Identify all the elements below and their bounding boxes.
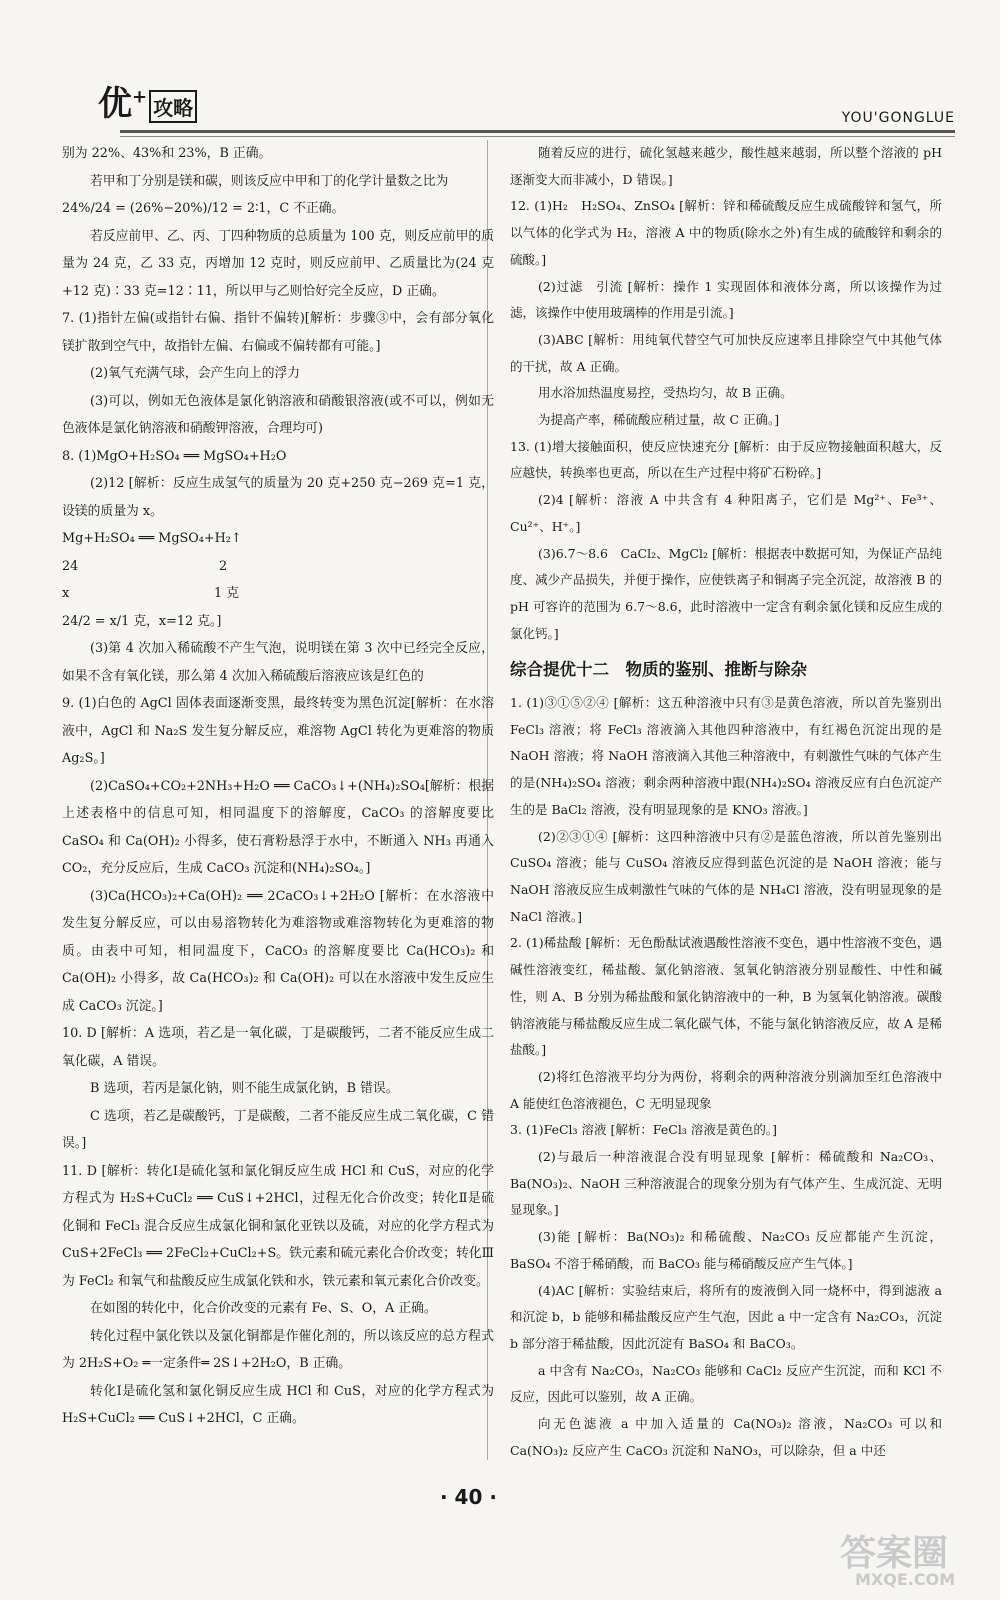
right-column (510, 140, 955, 1464)
text-line: 转化过程中氯化铁以及氯化铜都是作催化剂的，所以该反应的总方程式为 2H₂S+O₂ ═一定条件═ 2S↓+2H₂O，B 正确。 (62, 1328, 494, 1371)
brand-text: YOU'GONGLUE (841, 110, 955, 126)
answer-9-1: 9. (1)白色的 AgCl 固体表面逐渐变黑，最终转变为黑色沉淀[解析：在水溶液中，AgCl 和 Na₂S 发生复分解反应，难溶物 AgCl 转化为更难溶的物质 Ag₂S。] (62, 696, 494, 766)
answer-s3-2: (2)与最后一种溶液混合没有明显现象 [解析：稀硫酸和 Na₂CO₃、Ba(NO₃)₂、NaOH 三种溶液混合的现象分别为有气体产生、生成沉淀、无明显现象。] (510, 1149, 942, 1218)
answer-8-1: 8. (1)MgO+H₂SO₄ ══ MgSO₄+H₂O (62, 448, 287, 464)
logo-text: 优+ 攻略 (98, 76, 197, 125)
answer-12-2: (2)过滤 引流 [解析：操作 1 实现固体和液体分离，所以该操作为过滤，该操作中使用玻璃棒的作用是引流。] (510, 278, 942, 321)
answer-7-1: 7. (1)指针左偏(或指针右偏、指针不偏转)[解析：步骤③中，会有部分氧化镁扩散到空气中，故指针左偏、右偏或不偏转都有可能。] (62, 311, 494, 354)
answer-9-3: (3)Ca(HCO₃)₂+Ca(OH)₂ ══ 2CaCO₃↓+2H₂O [解析：在水溶液中发生复分解反应，可以由易溶物转化为难溶物或难溶物转化为更难溶的物质。由表中可知，相同温度下，CaCO₃ 的溶解度要比 Ca(HCO₃)₂ 和 Ca(OH)₂ 小得多，故 Ca(HCO₃)₂ 和 Ca(OH)₂ 可以在水溶液中发生反应生成 CaCO₃ 沉淀。] (62, 888, 494, 1014)
equation-line: Mg+H₂SO₄ ══ MgSO₄+H₂↑ (62, 531, 242, 546)
answer-7-3: (3)可以，例如无色液体是氯化钠溶液和硝酸银溶液(或不可以，例如无色液体是氯化钠溶液和硝酸钾溶液，合理均可) (62, 393, 494, 436)
section-heading: 综合提优十二 物质的鉴别、推断与除杂 (510, 660, 807, 680)
text-line: 若甲和丁分别是镁和碳，则该反应中甲和丁的化学计量数之比为 (90, 173, 449, 189)
text-line: a 中含有 Na₂CO₃，Na₂CO₃ 能够和 CaCl₂ 反应产生沉淀，而和 KCl 不反应，因此可以鉴别，故 A 正确。 (510, 1362, 942, 1405)
equation-line: 24/2 = x/1 克，x=12 克。] (62, 613, 222, 629)
left-column (62, 140, 494, 1433)
answer-12-1: 12. (1)H₂ H₂SO₄、ZnSO₄ [解析：锌和稀硫酸反应生成硫酸锌和氢气，所以气体的化学式为 H₂，溶液 A 中的物质(除水之外)有生成的硫酸锌和剩余的硫酸。] (510, 198, 942, 267)
header-rule (120, 130, 955, 133)
equation-line: 24 2 (62, 558, 228, 574)
text-line: 用水浴加热温度易控，受热均匀，故 B 正确。 (538, 385, 793, 401)
answer-12-3: (3)ABC [解析：用纯氧代替空气可加快反应速率且排除空气中其他气体的干扰，故 A 正确。 (510, 331, 942, 374)
text-line: 24%/24 = (26%−20%)/12 = 2∶1，C 不正确。 (62, 201, 345, 216)
answer-13-2: (2)4 [解析：溶液 A 中共含有 4 种阳离子，它们是 Mg²⁺、Fe³⁺、Cu²⁺、H⁺。] (510, 492, 942, 534)
answer-13-3: (3)6.7～8.6 CaCl₂、MgCl₂ [解析：根据表中数据可知，为保证产品纯度、减少产品损失，并便于操作，应使铁离子和铜离子完全沉淀，故溶液 B 的 pH 可容许的范围为 6.7～8.6，此时溶液中一定含有剩余氯化镁和反应生成的氯化钙。] (510, 545, 942, 641)
answer-s1-2: (2)②③①④ [解析：这四种溶液中只有②是蓝色溶液，所以首先鉴别出 CuSO₄ 溶液；能与 CuSO₄ 溶液反应得到蓝色沉淀的是 NaOH 溶液；能与 NaOH 溶液反应生成刺激性气味的气体的是 NH₄Cl 溶液，没有明显现象的是 NaCl 溶液。] (510, 828, 942, 924)
text-line: 向无色滤液 a 中加入适量的 Ca(NO₃)₂ 溶液，Na₂CO₃ 可以和 Ca(NO₃)₂ 反应产生 CaCO₃ 沉淀和 NaNO₃，可以除杂，但 a 中还 (510, 1416, 942, 1458)
page-number: · 40 · (440, 1485, 497, 1509)
watermark-logo: 答案圈 (840, 1533, 949, 1574)
text-line: B 选项，若丙是氯化钠，则不能生成氯化钠，B 错误。 (90, 1081, 399, 1096)
text-line: C 选项，若乙是碳酸钙，丁是碳酸，二者不能反应生成二氧化碳，C 错误。] (62, 1108, 494, 1151)
answer-s2-2: (2)将红色溶液平均分为两份，将剩余的两种溶液分别滴加至红色溶液中 A 能使红色溶液褪色，C 无明显现象 (510, 1068, 955, 1111)
answer-7-2: (2)氧气充满气球，会产生向上的浮力 (90, 366, 301, 381)
answer-11: 11. D [解析：转化Ⅰ是硫化氢和氯化铜反应生成 HCl 和 CuS，对应的化学方程式为 H₂S+CuCl₂ ══ CuS↓+2HCl，过程无化合价改变；转化Ⅱ是硫化铜和 FeCl₃ 混合反应生成氯化铜和氯化亚铁以及硫，对应的化学方程式为 CuS+2FeCl₃ ══ 2FeCl₂+CuCl₂+S。铁元素和硫元素化合价改变；转化Ⅲ为 FeCl₂ 和氧气和盐酸反应生成氯化铁和水，铁元素和氧元素化合价改变。 (62, 1163, 494, 1289)
answer-s2-1: 2. (1)稀盐酸 [解析：无色酚酞试液遇酸性溶液不变色，遇中性溶液不变色，遇碱性溶液变红，稀盐酸、氯化钠溶液、氢氧化钠溶液分别显酸性、中性和碱性，则 A、B 分别为稀盐酸和氯化钠溶液中的一种，B 为氢氧化钠溶液。碳酸钠溶液能与稀盐酸反应生成二氧化碳气体，不能与氯化钠溶液反应，故 A 是稀盐酸。] (510, 935, 942, 1058)
answer-10: 10. D [解析：A 选项，若乙是一氧化碳，丁是碳酸钙，二者不能反应生成二氧化碳，A 错误。 (62, 1026, 494, 1069)
header-rule-thin (120, 136, 955, 137)
answer-9-2: (2)CaSO₄+CO₂+2NH₃+H₂O ══ CaCO₃↓+(NH₄)₂SO₄[解析：根据上述表格中的信息可知，相同温度下的溶解度，CaCO₃ 的溶解度要比 CaSO₄ 和 Ca(OH)₂ 小得多，使石膏粉悬浮于水中，不断通入 NH₃ 再通入 CO₂，充分反应后，生成 CaCO₃ 沉淀和(NH₄)₂SO₄。] (62, 778, 494, 876)
text-line: 随着反应的进行，硫化氢越来越少，酸性越来越弱，所以整个溶液的 pH 逐渐变大而非减小，D 错误。] (510, 145, 942, 187)
text-line: 若反应前甲、乙、丙、丁四种物质的总质量为 100 克，则反应前甲的质量为 24 克，乙 33 克，丙增加 12 克时，则反应前甲、乙质量比为(24 克+12 克)∶33 克=12∶11，所以甲与乙则恰好完全反应，D 正确。 (62, 228, 494, 299)
answer-13-1: 13. (1)增大接触面积，使反应快速充分 [解析：由于反应物接触面积越大，反应越快，转换率也更高，所以在生产过程中将矿石粉碎。] (510, 438, 942, 481)
answer-8-3: (3)第 4 次加入稀硫酸不产生气泡，说明镁在第 3 次中已经完全反应，如果不含有氧化镁，那么第 4 次加入稀硫酸后溶液应该是红色的 (62, 641, 494, 684)
equation-line: x 1 克 (62, 586, 240, 601)
text-line: 别为 22%、43%和 23%，B 正确。 (62, 146, 272, 161)
answer-s3-1: 3. (1)FeCl₃ 溶液 [解析：FeCl₃ 溶液是黄色的。] (510, 1122, 777, 1138)
text-line: 转化Ⅰ是硫化氢和氯化铜反应生成 HCl 和 CuS，对应的化学方程式为 H₂S+CuCl₂ ══ CuS↓+2HCl，C 正确。 (62, 1383, 494, 1426)
text-line: 为提高产率，稀硫酸应稍过量，故 C 正确。] (538, 412, 780, 428)
watermark-url: MXQE.COM (855, 1570, 956, 1589)
page-header (40, 70, 955, 140)
answer-s3-4: (4)AC [解析：实验结束后，将所有的废液倒入同一烧杯中，得到滤液 a 和沉淀 b，b 能够和稀盐酸反应产生气泡，因此 a 中一定含有 Na₂CO₃，沉淀 b 部分溶于稀盐酸，因此沉淀有 BaSO₄ 和 BaCO₃。 (510, 1282, 942, 1351)
answer-8-2: (2)12 [解析：反应生成氢气的质量为 20 克+250 克−269 克=1 克，设镁的质量为 x。 (62, 476, 494, 519)
text-line: 在如图的转化中，化合价改变的元素有 Fe、S、O，A 正确。 (90, 1301, 437, 1316)
answer-s3-3: (3)能 [解析：Ba(NO₃)₂ 和稀硫酸、Na₂CO₃ 反应都能产生沉淀，BaSO₄ 不溶于稀硝酸，而 BaCO₃ 能与稀硝酸反应产生气体。] (510, 1229, 942, 1271)
answer-s1-1: 1. (1)③①⑤②④ [解析：这五种溶液中只有③是黄色溶液，所以首先鉴别出 FeCl₃ 溶液；将 FeCl₃ 溶液滴入其他四种溶液中，有红褐色沉淀出现的是 NaOH 溶液；将 NaOH 溶液滴入其他三种溶液中，有刺激性气味的气体产生的是(NH₄)₂SO₄ 溶液；剩余两种溶液中跟(NH₄)₂SO₄ 溶液反应有白色沉淀产生的是 BaCl₂ 溶液，没有明显现象的是 KNO₃ 溶液。] (510, 695, 942, 817)
